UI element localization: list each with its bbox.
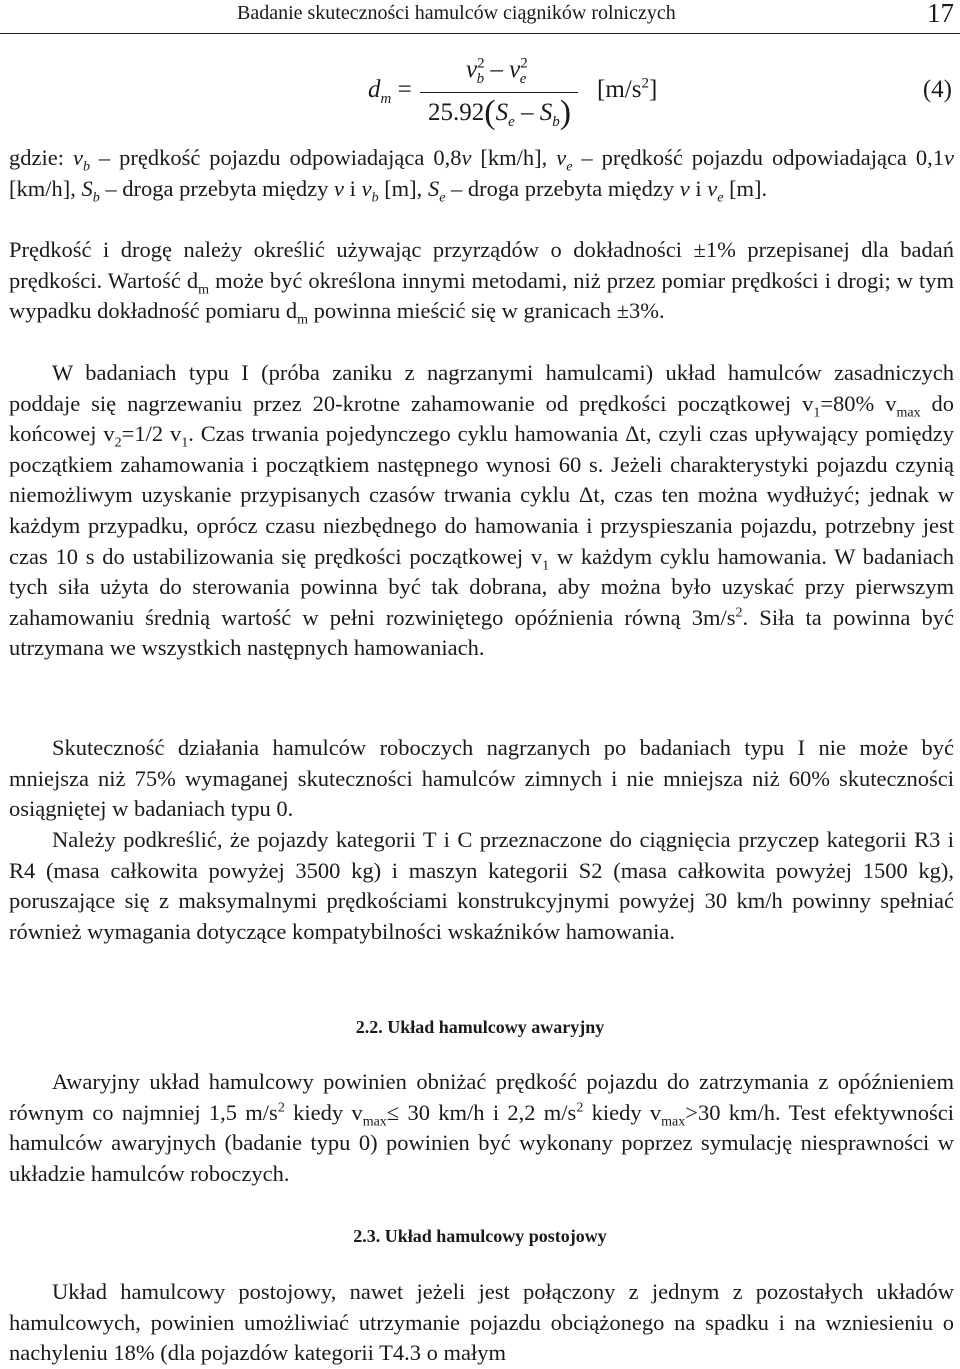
equation-denominator: $25.92(S_e - S_b)$: [428, 94, 572, 131]
paragraph-compatibility: Należy podkreślić, że pojazdy kategorii T i C przeznaczone do ciągnięcia przyczep kategorii R3 i R4 (masa całkowita powyżej 3500 kg) i maszyn kategorii S2 (masa całkowita powyżej 1500 kg), poruszające się z maksymalnymi prędkościami konstrukcyjnymi powyżej 30 km/h powinny spełniać również wymagania dotyczące kompatybilności wskaźników hamowania.: [9, 827, 954, 944]
fraction-bar: [420, 92, 578, 93]
paragraph-hot-brake-efficiency: Skuteczność działania hamulców roboczych nagrzanych po badaniach typu I nie może być mniejsza niż 75% wymaganej skuteczności hamulców zimnych i nie mniejsza niż 60% skuteczności osiągniętej w badaniach typu 0.: [9, 735, 954, 822]
equation-numerator: $v^2_b - v^2_e$: [466, 55, 528, 87]
equation-number: (4): [922, 76, 952, 103]
running-title: Badanie skuteczności hamulców ciągników rolniczych: [237, 2, 676, 24]
page-number: 17: [927, 0, 954, 28]
running-header: [0, 0, 960, 40]
paragraph-parking-brake: Układ hamulcowy postojowy, nawet jeżeli jest połączony z jednym z pozostałych układów hamulcowych, powinien umożliwiać utrzymanie pojazdu obciążonego na spadku i na wzniesieniu o nachyleniu 18% (dla pojazdów kategorii T4.3 o małym: [9, 1279, 954, 1366]
equation-unit: $[m/s^2]$: [597, 75, 658, 103]
paragraph-emergency-brake: Awaryjny układ hamulcowy powinien obniżać prędkość pojazdu do zatrzymania z opóźnieniem równym co najmniej 1,5 $m/s^2$ kiedy $v_{max}\le 30$ km/h i 2,2 $m/s^2$ kiedy $v_{max}>30$ km/h. Test efektywności hamulców awaryjnych (badanie typu 0) powinien być wykonany poprzez symulację niesprawności w układzie hamulców roboczych.: [9, 1069, 954, 1186]
equation-4: [0, 48, 960, 138]
paragraph-definitions: gdzie: $v_b$ – prędkość pojazdu odpowiadająca 0,8v [km/h], $v_e$ – prędkość pojazdu odpowiadająca 0,1v [km/h], $S_b$ – droga przebyta między v i $v_b$ [m], $S_e$ – droga przebyta między v i $v_e$ [m].: [9, 145, 954, 206]
section-heading-2-2: 2.2. Układ hamulcowy awaryjny: [355, 1017, 605, 1037]
equation-fraction: [420, 48, 578, 138]
paragraph-measurement-accuracy: Prędkość i drogę należy określić używając przyrządów o dokładności ±1% przepisanej dla badań prędkości. Wartość $d_m$ może być określona innymi metodami, niż przez pomiar prędkości i drogi; w tym wypadku dokładność pomiaru $d_m$ powinna mieścić się w granicach ±3%.: [9, 237, 955, 328]
paragraph-type-i-tests: W badaniach typu I (próba zaniku z nagrzanymi hamulcami) układ hamulców zasadniczych poddaje się nagrzewaniu przez 20-krotne zahamowanie od prędkości początkowej $v_1=80\%$ $v_{max}$ do końcowej $v_2=1/2$ $v_1$. Czas trwania pojedynczego cyklu hamowania Δt, czyli czas upływający pomiędzy początkiem zahamowania i początkiem następnego wynosi 60 s. Jeżeli charakterystyki pojazdu czynią niemożliwym uzyskanie przypisanych czasów trwania cyklu Δt, czas ten można wydłużyć; jednak w każdym przypadku, oprócz czasu niezbędnego do hamowania i przyspieszania pojazdu, potrzebny jest czas 10 s do ustabilizowania się prędkości początkowej $v_1$ w każdym cyklu hamowania. W badaniach tych siła użyta do sterowania powinna być tak dobrana, aby można było uzyskać przy pierwszym zahamowaniu średnią wartość w pełni rozwiniętego opóźnienia równą $3m/s^2$. Siła ta powinna być utrzymana we wszystkich następnych hamowaniach.: [9, 360, 955, 661]
header-rule: [0, 33, 960, 34]
section-heading-2-3: 2.3. Układ hamulcowy postojowy: [353, 1226, 607, 1246]
equation-lhs: $d_m$ =: [368, 76, 412, 107]
